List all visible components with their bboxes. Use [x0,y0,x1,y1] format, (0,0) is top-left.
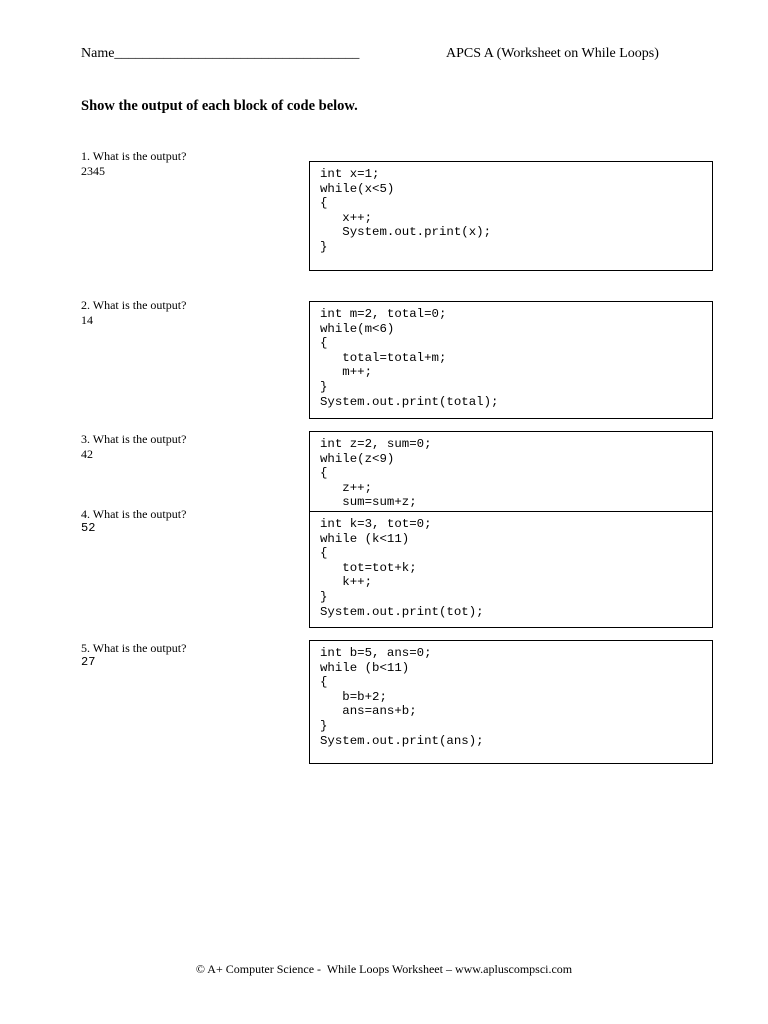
question-5-code: int b=5, ans=0; while (b<11) { b=b+2; ans=ans+b; } System.out.print(ans); [320,646,484,748]
question-2-answer: 14 [81,313,93,327]
question-5-answer: 27 [81,655,96,669]
question-2-code: int m=2, total=0; while(m<6) { total=total+m; m++; } System.out.print(total); [320,307,499,409]
page-footer: © A+ Computer Science - While Loops Worksheet – www.apluscompsci.com [195,962,573,976]
question-3-label: 3. What is the output? [81,432,187,446]
question-1-code-box [309,161,713,271]
question-5-code-box [309,640,713,764]
question-4-code-box [309,511,713,628]
question-1-answer: 2345 [81,164,105,178]
question-5-label: 5. What is the output? [81,641,187,655]
worksheet-title: APCS A (Worksheet on While Loops) [446,46,659,61]
instructions-heading: Show the output of each block of code below. [81,98,358,114]
question-3-code: int z=2, sum=0; while(z<9) { z++; sum=sum+z; [320,437,432,510]
question-3-code-box [309,431,713,513]
question-3-answer: 42 [81,447,93,461]
question-1-label: 1. What is the output? [81,149,187,163]
question-2-code-box [309,301,713,419]
question-4-code: int k=3, tot=0; while (k<11) { tot=tot+k; k++; } System.out.print(tot); [320,517,484,619]
name-field-line: Name___________________________________ [81,46,360,61]
question-4-label: 4. What is the output? [81,507,187,521]
question-2-label: 2. What is the output? [81,298,187,312]
question-1-code: int x=1; while(x<5) { x++; System.out.print(x); } [320,167,492,254]
question-4-answer: 52 [81,521,96,535]
